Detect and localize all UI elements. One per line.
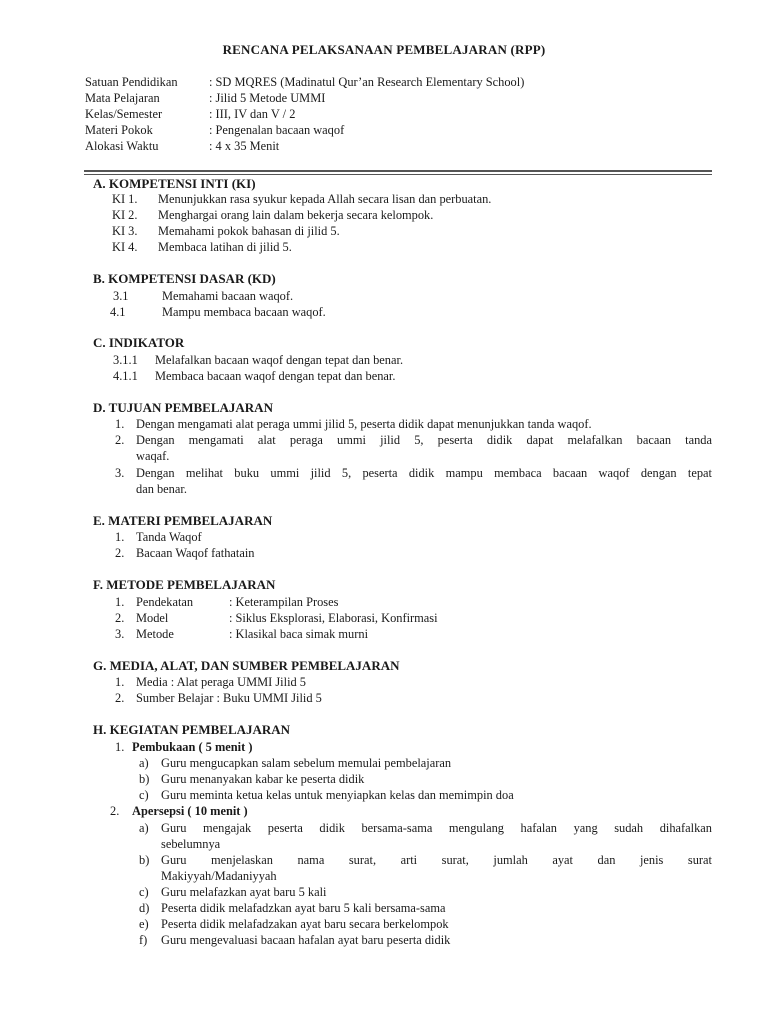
identity-value: : 4 x 35 Menit	[209, 139, 280, 153]
list-letter: c)	[139, 885, 149, 899]
list-item: Guru melafazkan ayat baru 5 kali	[161, 885, 327, 899]
list-item-continuation: waqaf.	[136, 449, 170, 463]
list-item: Membaca latihan di jilid 5.	[158, 240, 292, 254]
list-number: KI 3.	[112, 224, 138, 238]
method-key: Metode	[136, 627, 174, 641]
list-item-continuation: sebelumnya	[161, 837, 221, 851]
list-item: Guru menanyakan kabar ke peserta didik	[161, 772, 365, 786]
method-value: : Klasikal baca simak murni	[229, 627, 369, 641]
activity-phase-title: Pembukaan ( 5 menit )	[132, 740, 253, 754]
section-heading-metode: F. METODE PEMBELAJARAN	[93, 577, 276, 592]
list-item: Guru mengevaluasi bacaan hafalan ayat baru peserta didik	[161, 933, 451, 947]
list-letter: e)	[139, 917, 149, 931]
list-number: 4.1	[110, 305, 126, 319]
list-number: KI 1.	[112, 192, 138, 206]
identity-value: : Jilid 5 Metode UMMI	[209, 91, 326, 105]
list-number: 3.1	[113, 289, 129, 303]
list-number: 2.	[115, 433, 125, 447]
section-heading-materi: E. MATERI PEMBELAJARAN	[93, 513, 273, 528]
section-heading-ki: A. KOMPETENSI INTI (KI)	[93, 176, 256, 191]
list-letter: c)	[139, 788, 149, 802]
list-item: Memahami bacaan waqof.	[162, 289, 294, 303]
list-number: 1.	[115, 417, 125, 431]
method-key: Pendekatan	[136, 595, 194, 609]
identity-label: Materi Pokok	[85, 123, 153, 137]
list-item-continuation: dan benar.	[136, 482, 187, 496]
method-value: : Keterampilan Proses	[229, 595, 339, 609]
list-item: Membaca bacaan waqof dengan tepat dan benar.	[155, 369, 396, 383]
identity-label: Kelas/Semester	[85, 107, 163, 121]
section-heading-kd: B. KOMPETENSI DASAR (KD)	[93, 271, 276, 286]
list-item: Mampu membaca bacaan waqof.	[162, 305, 326, 319]
list-number: 1.	[115, 595, 125, 609]
list-item: Dengan mengamati alat peraga ummi jilid 5, peserta didik dapat menunjukkan tanda waqof.	[136, 417, 592, 431]
list-item: Tanda Waqof	[136, 530, 202, 544]
list-number: 2.	[115, 611, 125, 625]
method-value: : Siklus Eksplorasi, Elaborasi, Konfirmasi	[229, 611, 438, 625]
list-item: Dengan melihat buku ummi jilid 5, peserta didik mampu membaca bacaan waqof dengan tepat	[136, 466, 712, 480]
list-letter: f)	[139, 933, 148, 947]
list-number: 3.	[115, 466, 125, 480]
list-letter: a)	[139, 821, 149, 835]
identity-label: Alokasi Waktu	[85, 139, 159, 153]
section-heading-indikator: C. INDIKATOR	[93, 335, 185, 350]
list-item: Bacaan Waqof fathatain	[136, 546, 255, 560]
method-key: Model	[136, 611, 169, 625]
list-item: Media : Alat peraga UMMI Jilid 5	[136, 675, 306, 689]
list-number: KI 4.	[112, 240, 138, 254]
list-number: 2.	[115, 546, 125, 560]
document-title: RENCANA PELAKSANAAN PEMBELAJARAN (RPP)	[222, 42, 546, 57]
list-letter: a)	[139, 756, 149, 770]
identity-value: : Pengenalan bacaan waqof	[209, 123, 345, 137]
list-number: 3.	[115, 627, 125, 641]
list-number: 1.	[115, 740, 125, 754]
identity-label: Mata Pelajaran	[85, 91, 160, 105]
identity-value: : III, IV dan V / 2	[209, 107, 296, 121]
list-letter: b)	[139, 853, 150, 867]
list-item: Melafalkan bacaan waqof dengan tepat dan benar.	[155, 353, 404, 367]
list-item: Dengan mengamati alat peraga ummi jilid 5, peserta didik dapat melafalkan bacaan tanda	[136, 433, 712, 447]
list-letter: b)	[139, 772, 150, 786]
list-number: 1.	[115, 675, 125, 689]
list-number: KI 2.	[112, 208, 138, 222]
section-heading-media: G. MEDIA, ALAT, DAN SUMBER PEMBELAJARAN	[93, 658, 400, 673]
list-item: Sumber Belajar : Buku UMMI Jilid 5	[136, 691, 322, 705]
list-number: 3.1.1	[113, 353, 138, 367]
identity-value: : SD MQRES (Madinatul Qur’an Research Elementary School)	[209, 75, 525, 89]
list-item: Guru mengucapkan salam sebelum memulai pembelajaran	[161, 756, 452, 770]
list-item: Memahami pokok bahasan di jilid 5.	[158, 224, 340, 238]
list-item: Guru mengajak peserta didik bersama-sama mengulang hafalan yang sudah dihafalkan	[161, 821, 712, 835]
list-item: Menunjukkan rasa syukur kepada Allah secara lisan dan perbuatan.	[158, 192, 492, 206]
list-item: Guru meminta ketua kelas untuk menyiapkan kelas dan memimpin doa	[161, 788, 514, 802]
divider-thin	[84, 174, 712, 175]
list-number: 2.	[110, 804, 120, 818]
activity-phase-title: Apersepsi ( 10 menit )	[132, 804, 248, 818]
list-number: 4.1.1	[113, 369, 138, 383]
divider-thick	[84, 170, 712, 172]
list-item: Peserta didik melafadzakan ayat baru secara berkelompok	[161, 917, 449, 931]
section-heading-tujuan: D. TUJUAN PEMBELAJARAN	[93, 400, 273, 415]
list-item: Menghargai orang lain dalam bekerja secara kelompok.	[158, 208, 434, 222]
section-heading-kegiatan: H. KEGIATAN PEMBELAJARAN	[93, 722, 291, 737]
list-item: Peserta didik melafadzkan ayat baru 5 kali bersama-sama	[161, 901, 446, 915]
list-letter: d)	[139, 901, 150, 915]
list-item-continuation: Makiyyah/Madaniyyah	[161, 869, 277, 883]
list-number: 2.	[115, 691, 125, 705]
identity-label: Satuan Pendidikan	[85, 75, 178, 89]
list-number: 1.	[115, 530, 125, 544]
list-item: Guru menjelaskan nama surat, arti surat, jumlah ayat dan jenis surat	[161, 853, 712, 867]
